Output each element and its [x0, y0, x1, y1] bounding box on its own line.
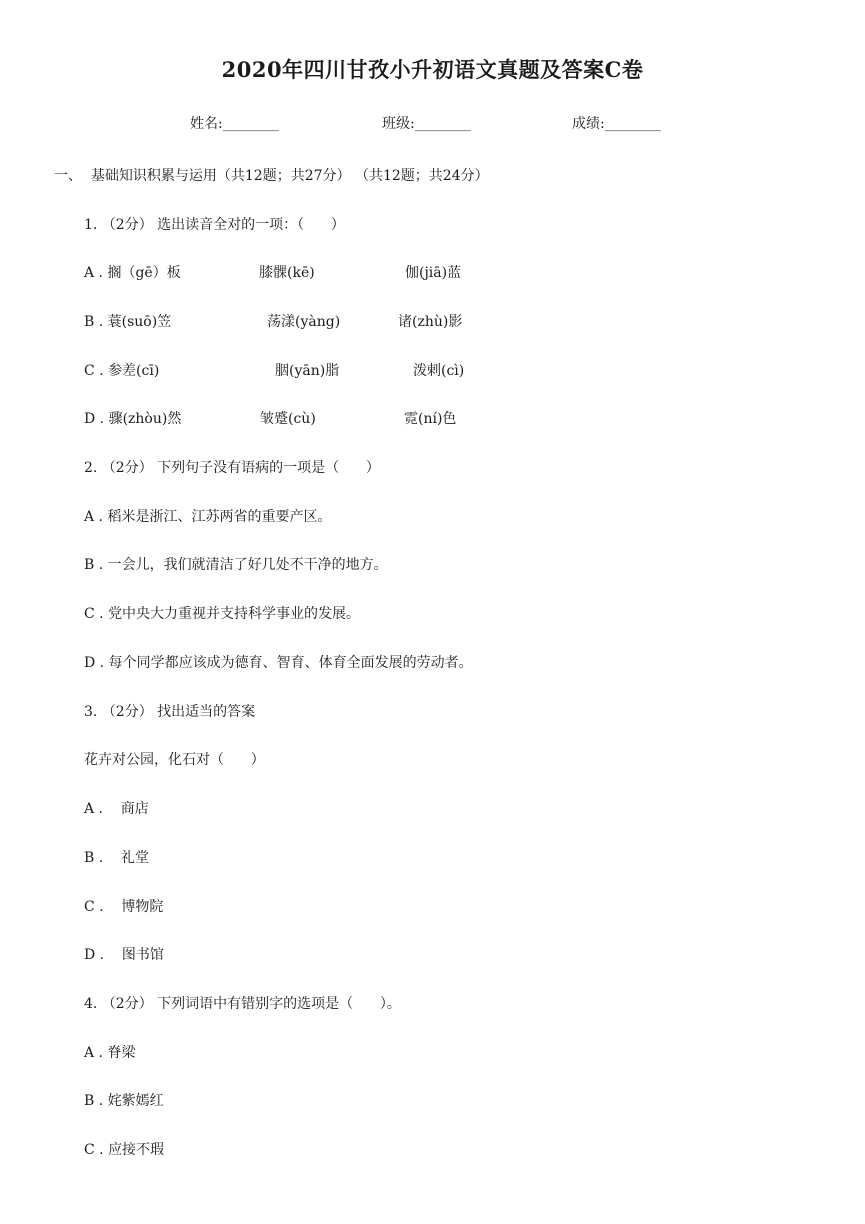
question-4-stem: 4. （2分） 下列词语中有错别字的选项是（ ）。 [84, 996, 401, 1012]
q1-option-c-3: 泼剌(cì) [413, 363, 465, 379]
q2-option-d: D . 每个同学都应该成为德育、智育、体育全面发展的劳动者。 [84, 655, 473, 671]
q3-option-b: B . 礼堂 [84, 850, 149, 866]
q1-option-a-1: A . 搁（gē）板 [84, 265, 181, 281]
q1-option-a-3: 伽(jiā)蓝 [405, 265, 462, 281]
q1-option-d-1: D . 骤(zhòu)然 [84, 411, 182, 427]
question-3-stem: 3. （2分） 找出适当的答案 [84, 704, 256, 720]
q1-option-c-1: C . 参差(cī) [84, 363, 160, 379]
q1-option-a-2: 膝髁(kē) [259, 265, 315, 281]
q4-option-c: C . 应接不瑕 [84, 1142, 165, 1158]
q2-option-a: A . 稻米是浙江、江苏两省的重要产区。 [84, 509, 332, 525]
q1-option-b-1: B . 蓑(suō)笠 [84, 314, 172, 330]
section-heading: 一、 基础知识积累与运用（共12题；共27分） （共12题；共24分） [54, 168, 489, 184]
q1-option-d-3: 霓(ní)色 [404, 411, 457, 427]
q1-option-b-3: 诸(zhù)影 [398, 314, 463, 330]
q2-option-b: B . 一会儿，我们就清洁了好几处不干净的地方。 [84, 557, 388, 573]
q2-option-c: C . 党中央大力重视并支持科学事业的发展。 [84, 606, 361, 622]
q3-option-d: D . 图书馆 [84, 947, 164, 963]
question-2-stem: 2. （2分） 下列句子没有语病的一项是（ ） [84, 460, 380, 476]
q1-option-b-2: 荡漾(yàng) [267, 314, 341, 330]
score-field: 成绩:________ [572, 116, 661, 132]
q4-option-a: A . 脊梁 [84, 1045, 136, 1061]
q3-option-a: A . 商店 [84, 801, 149, 817]
q1-option-d-2: 皱蹙(cù) [260, 411, 316, 427]
question-3-sub: 花卉对公园，化石对（ ） [84, 752, 265, 768]
question-1-stem: 1. （2分） 选出读音全对的一项：（ ） [84, 217, 345, 233]
name-field: 姓名:________ [190, 116, 279, 132]
q3-option-c: C . 博物院 [84, 899, 164, 915]
class-field: 班级:________ [382, 116, 471, 132]
q4-option-b: B . 姹紫嫣红 [84, 1093, 164, 1109]
q1-option-c-2: 胭(yān)脂 [275, 363, 340, 379]
page-title: 2020年四川甘孜小升初语文真题及答案C卷 [221, 57, 644, 82]
